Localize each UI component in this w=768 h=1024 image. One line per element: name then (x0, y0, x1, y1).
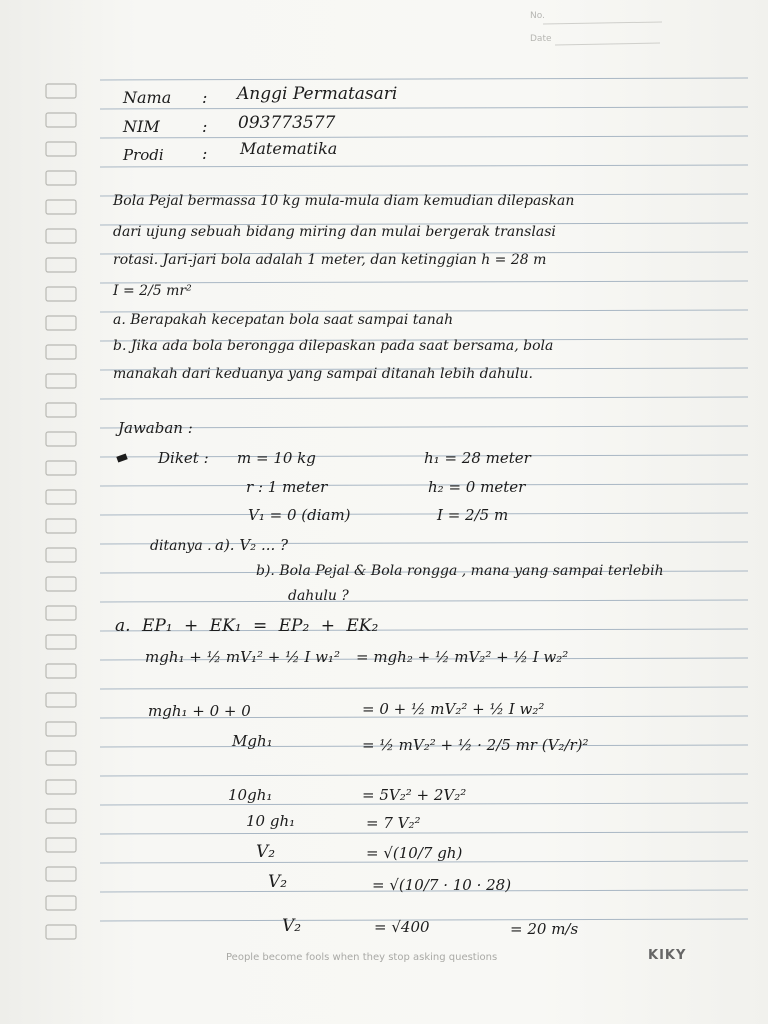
ruled-line (100, 165, 748, 167)
ruled-line (100, 484, 748, 486)
eq6-lhs: 10 gh₁ (246, 812, 296, 830)
binder-hole (46, 838, 76, 852)
eq5-lhs: 10gh₁ (228, 786, 273, 804)
header-date-label: Date (530, 34, 552, 44)
ruled-line (100, 397, 748, 399)
eq4-rhs: = ½ mV₂² + ½ · 2/5 mr (V₂/r)² (362, 736, 589, 754)
problem-line: rotasi. Jari-jari bola adalah 1 meter, dan ketinggian h = 28 m (113, 252, 547, 268)
known-mass: m = 10 kg (237, 449, 316, 467)
eq4-lhs: Mgh₁ (232, 732, 273, 750)
answer-heading: Jawaban : (118, 419, 193, 437)
ruled-line (100, 774, 748, 776)
ruled-line (100, 832, 748, 834)
binder-hole (46, 548, 76, 562)
ruled-line (100, 687, 748, 689)
ruled-line (100, 78, 748, 80)
binder-hole (46, 461, 76, 475)
diket-label: Diket : (158, 449, 209, 467)
ruled-line (100, 426, 748, 428)
binder-hole (46, 577, 76, 591)
binder-hole (46, 229, 76, 243)
nim-label: NIM (123, 117, 160, 136)
eq3-lhs: mgh₁ + 0 + 0 (148, 702, 251, 720)
ditanya-b-line: dahulu ? (288, 588, 349, 604)
final-velocity: = 20 m/s (510, 920, 579, 938)
ruled-line (100, 513, 748, 515)
binder-hole (46, 84, 76, 98)
binder-hole (46, 258, 76, 272)
binder-hole (46, 780, 76, 794)
prodi-label: Prodi (123, 146, 164, 164)
problem-line: dari ujung sebuah bidang miring dan mulai bergerak translasi (113, 224, 556, 240)
ruled-line (100, 281, 748, 283)
problem-line: I = 2/5 mr² (113, 283, 192, 299)
footer-quote: People become fools when they stop asking questions (226, 952, 498, 963)
binder-hole (46, 693, 76, 707)
known-inertia: I = 2/5 m (437, 506, 509, 524)
binder-hole (46, 200, 76, 214)
question-b-line: b. Jika ada bola berongga dilepaskan pada saat bersama, bola (113, 338, 554, 354)
ruled-line (100, 600, 748, 602)
known-h2: h₂ = 0 meter (428, 478, 526, 496)
ruled-line (100, 136, 748, 138)
binder-hole (46, 171, 76, 185)
binder-hole (46, 432, 76, 446)
ruled-line (100, 107, 748, 109)
binder-hole (46, 867, 76, 881)
name-colon: : (202, 88, 208, 107)
nim-value: 093773577 (238, 113, 336, 133)
known-v1: V₁ = 0 (diam) (248, 506, 351, 524)
question-b-line: manakah dari keduanya yang sampai ditanah lebih dahulu. (113, 366, 533, 382)
prodi-value: Matematika (240, 139, 338, 158)
binder-hole (46, 490, 76, 504)
binder-hole (46, 113, 76, 127)
binder-hole (46, 635, 76, 649)
binder-hole (46, 896, 76, 910)
binder-hole (46, 925, 76, 939)
binder-hole (46, 287, 76, 301)
binder-hole (46, 606, 76, 620)
question-a: a. Berapakah kecepatan bola saat sampai tanah (113, 312, 454, 328)
ditanya-b-line: b). Bola Pejal & Bola rongga , mana yang sampai terlebih (256, 563, 664, 579)
problem-line: Bola Pejal bermassa 10 kg mula-mula diam kemudian dilepaskan (113, 193, 575, 209)
eq3-rhs: = 0 + ½ mV₂² + ½ I w₂² (362, 700, 545, 718)
binder-hole (46, 345, 76, 359)
binder-hole (46, 722, 76, 736)
eq9-rhs: = √400 (374, 918, 430, 936)
name-value: Anggi Permatasari (237, 84, 398, 104)
binder-hole (46, 316, 76, 330)
eq7-rhs: = √(10/7 gh) (366, 844, 463, 862)
binder-hole (46, 142, 76, 156)
nim-colon: : (202, 117, 208, 136)
binder-hole (46, 664, 76, 678)
eq9-lhs: V₂ (282, 916, 302, 936)
known-h1: h₁ = 28 meter (424, 449, 531, 467)
brand-logo: KIKY (648, 948, 687, 963)
eq8-lhs: V₂ (268, 872, 288, 892)
binder-hole (46, 403, 76, 417)
binder-hole (46, 751, 76, 765)
eq7-lhs: V₂ (256, 842, 276, 862)
prodi-colon: : (202, 144, 208, 163)
ditanya-a: a). V₂ ... ? (215, 536, 289, 554)
energy-equation: a. EP₁ + EK₁ = EP₂ + EK₂ (115, 616, 379, 636)
name-label: Nama (123, 88, 172, 107)
eq2-lhs: mgh₁ + ½ mV₁² + ½ I w₁² (145, 648, 340, 666)
binder-hole (46, 519, 76, 533)
binder-hole (46, 374, 76, 388)
eq2-rhs: = mgh₂ + ½ mV₂² + ½ I w₂² (356, 648, 569, 666)
ditanya-label: ditanya . (150, 538, 212, 554)
binder-hole (46, 809, 76, 823)
header-no-label: No. (530, 11, 545, 21)
eq8-rhs: = √(10/7 · 10 · 28) (372, 876, 512, 894)
eq6-rhs: = 7 V₂² (366, 814, 421, 832)
eq5-rhs: = 5V₂² + 2V₂² (362, 786, 467, 804)
known-radius: r : 1 meter (246, 478, 328, 496)
